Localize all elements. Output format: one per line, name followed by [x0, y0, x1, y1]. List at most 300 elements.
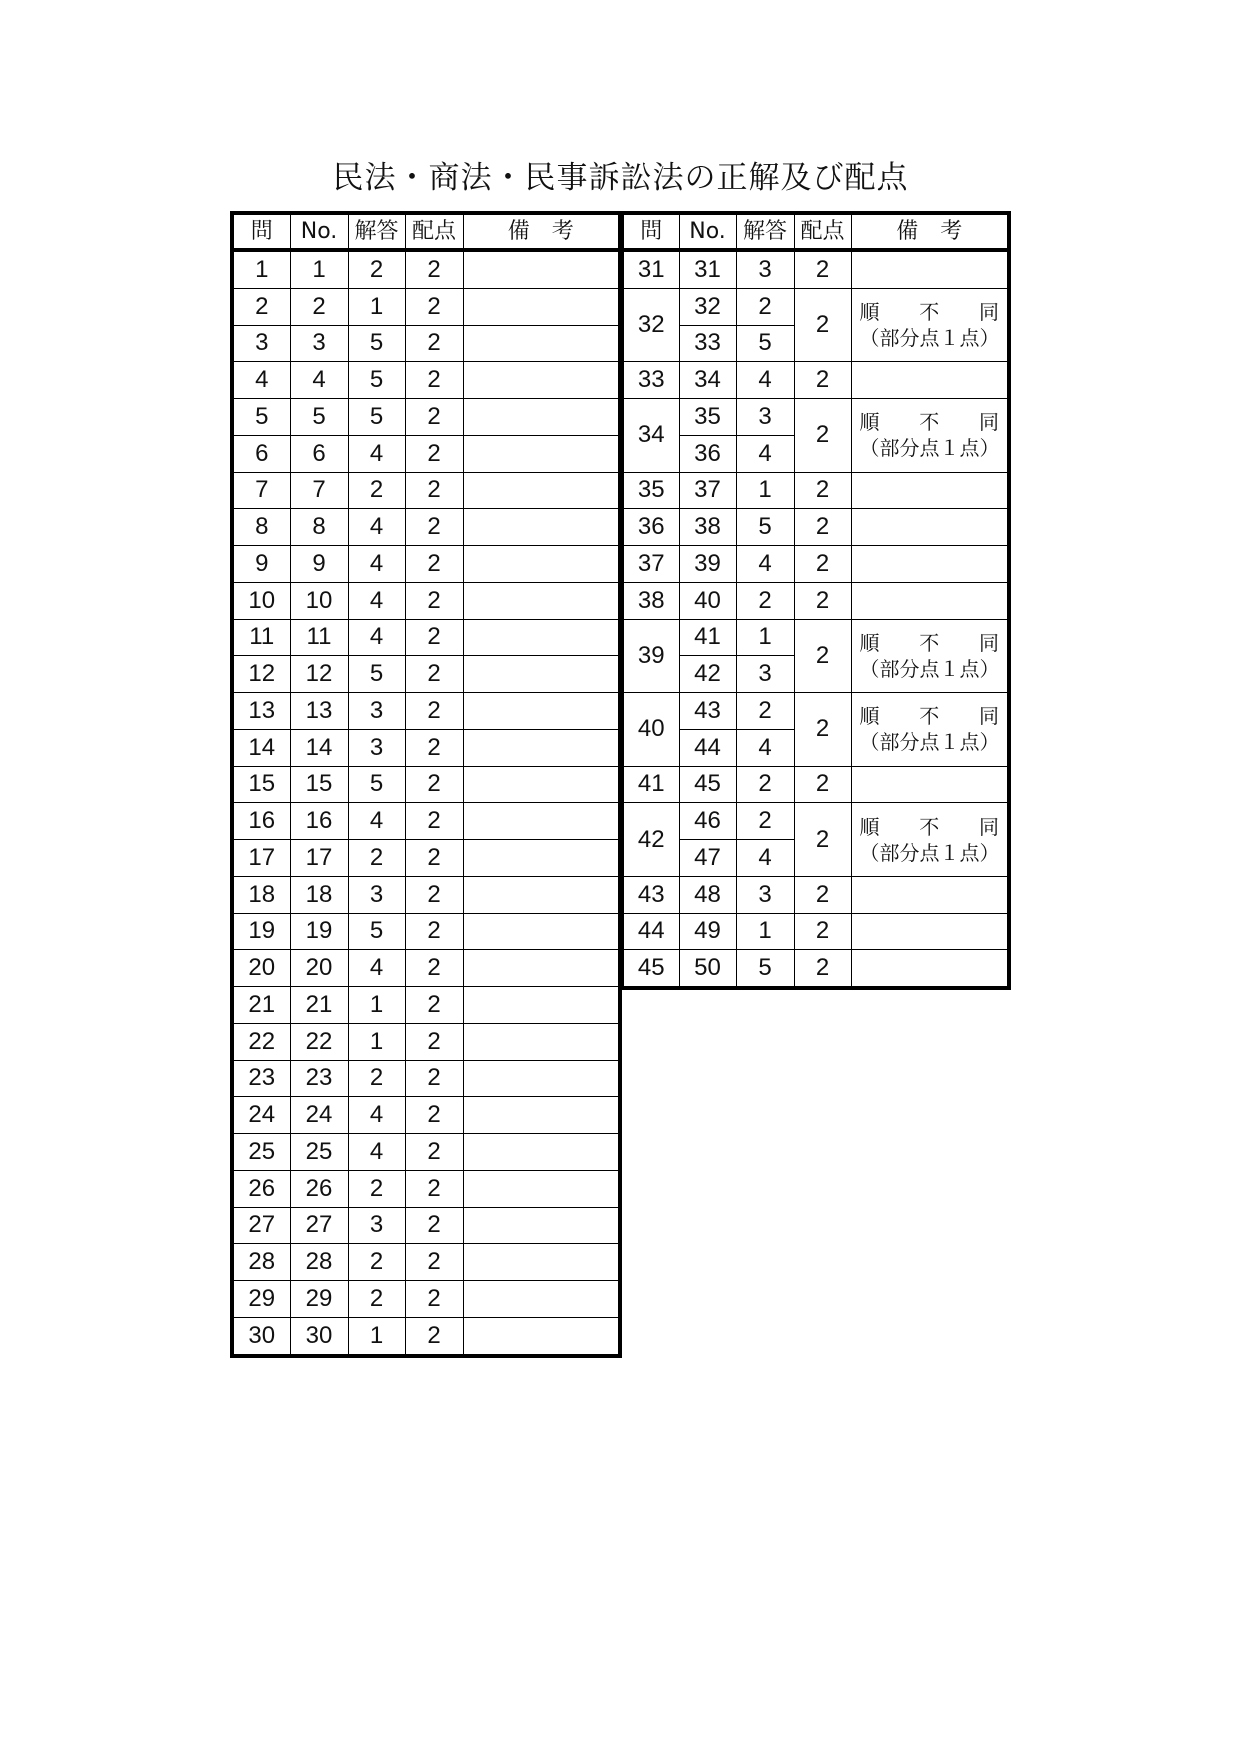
question-cell: 6	[232, 435, 290, 472]
answer-cell: 3	[348, 729, 405, 766]
number-cell: 12	[290, 656, 348, 693]
header-question: 問	[232, 213, 290, 250]
table-row	[622, 876, 1009, 913]
number-cell: 31	[679, 250, 736, 288]
number-cell: 41	[679, 619, 736, 656]
number-cell: 46	[679, 803, 736, 840]
note-char: 不	[919, 630, 940, 655]
table-row	[232, 1281, 620, 1318]
points-cell: 2	[794, 766, 851, 803]
answer-cell: 5	[348, 656, 405, 693]
question-cell: 40	[622, 693, 679, 767]
points-cell: 2	[405, 729, 463, 766]
header-points: 配点	[405, 213, 463, 250]
number-cell: 33	[679, 325, 736, 362]
header-points: 配点	[794, 213, 851, 250]
question-cell: 8	[232, 509, 290, 546]
note-char: 同	[979, 630, 999, 655]
question-cell: 10	[232, 582, 290, 619]
remarks-cell	[463, 803, 620, 840]
answer-cell: 2	[348, 1244, 405, 1281]
note-order-free	[860, 703, 1000, 729]
remarks-cell	[463, 546, 620, 583]
answer-cell: 4	[348, 619, 405, 656]
remarks-cell	[463, 840, 620, 877]
question-cell: 31	[622, 250, 679, 288]
answer-cell: 5	[348, 325, 405, 362]
note-char: 同	[979, 704, 999, 729]
remarks-cell	[463, 472, 620, 509]
table-row	[622, 399, 1009, 436]
number-cell: 23	[290, 1060, 348, 1097]
number-cell: 5	[290, 399, 348, 436]
points-cell: 2	[405, 1134, 463, 1171]
table-row	[622, 250, 1009, 288]
points-cell: 2	[794, 582, 851, 619]
table-row	[232, 840, 620, 877]
number-cell: 44	[679, 729, 736, 766]
points-cell: 2	[794, 913, 851, 950]
answer-table-right	[620, 211, 1011, 990]
points-cell: 2	[405, 693, 463, 730]
header-no: No.	[290, 213, 348, 250]
note-char: 不	[919, 300, 940, 324]
question-cell: 44	[622, 913, 679, 950]
number-cell: 49	[679, 913, 736, 950]
number-cell: 26	[290, 1170, 348, 1207]
note-order-free	[860, 299, 1000, 325]
answer-cell: 1	[348, 1023, 405, 1060]
header-answer: 解答	[736, 213, 794, 250]
points-cell: 2	[405, 619, 463, 656]
table-row	[232, 987, 620, 1024]
points-cell: 2	[794, 362, 851, 399]
table-row	[232, 766, 620, 803]
note-char: 不	[919, 704, 940, 729]
answer-cell: 5	[348, 766, 405, 803]
question-cell: 35	[622, 472, 679, 509]
points-cell: 2	[794, 250, 851, 288]
question-cell: 36	[622, 509, 679, 546]
note-char: 不	[919, 814, 940, 839]
answer-cell: 4	[736, 840, 794, 877]
remarks-cell	[463, 656, 620, 693]
points-cell: 2	[794, 619, 851, 693]
table-row	[232, 509, 620, 546]
points-cell: 2	[405, 288, 463, 325]
table-row	[232, 362, 620, 399]
question-cell: 28	[232, 1244, 290, 1281]
number-cell: 14	[290, 729, 348, 766]
answer-cell: 2	[348, 250, 405, 288]
remarks-cell	[463, 509, 620, 546]
number-cell: 8	[290, 509, 348, 546]
points-cell: 2	[405, 435, 463, 472]
remarks-cell	[851, 472, 1009, 509]
question-cell: 25	[232, 1134, 290, 1171]
remarks-cell	[463, 582, 620, 619]
number-cell: 50	[679, 950, 736, 988]
header-row	[622, 213, 1009, 250]
answer-cell: 5	[736, 950, 794, 988]
table-row	[232, 288, 620, 325]
answer-cell: 3	[736, 876, 794, 913]
points-cell: 2	[405, 1023, 463, 1060]
number-cell: 3	[290, 325, 348, 362]
note-partial-credit: （部分点１点）	[859, 326, 1000, 350]
remarks-cell	[851, 803, 1009, 877]
number-cell: 27	[290, 1207, 348, 1244]
question-cell: 9	[232, 546, 290, 583]
points-cell: 2	[405, 582, 463, 619]
table-row	[622, 913, 1009, 950]
points-cell: 2	[405, 656, 463, 693]
answer-cell: 4	[736, 546, 794, 583]
answer-cell: 2	[736, 693, 794, 730]
question-cell: 29	[232, 1281, 290, 1318]
remarks-cell	[463, 1244, 620, 1281]
question-cell: 2	[232, 288, 290, 325]
points-cell: 2	[794, 472, 851, 509]
points-cell: 2	[405, 803, 463, 840]
answer-cell: 2	[348, 1170, 405, 1207]
number-cell: 29	[290, 1281, 348, 1318]
note-char: 順	[859, 704, 880, 729]
number-cell: 45	[679, 766, 736, 803]
table-row	[232, 913, 620, 950]
table-row	[232, 950, 620, 987]
answer-cell: 5	[736, 325, 794, 362]
question-cell: 34	[622, 399, 679, 473]
question-cell: 26	[232, 1170, 290, 1207]
points-cell: 2	[405, 766, 463, 803]
table-row	[232, 1207, 620, 1244]
table-row	[622, 362, 1009, 399]
number-cell: 7	[290, 472, 348, 509]
points-cell: 2	[405, 546, 463, 583]
answer-cell: 3	[348, 876, 405, 913]
table-row	[232, 1170, 620, 1207]
table-row	[622, 582, 1009, 619]
answer-cell: 1	[736, 619, 794, 656]
note-char: 同	[979, 814, 999, 839]
points-cell: 2	[794, 399, 851, 473]
number-cell: 35	[679, 399, 736, 436]
number-cell: 15	[290, 766, 348, 803]
remarks-cell	[851, 250, 1009, 288]
number-cell: 36	[679, 435, 736, 472]
number-cell: 25	[290, 1134, 348, 1171]
note-char: 不	[919, 410, 940, 435]
answer-cell: 2	[348, 472, 405, 509]
remarks-cell	[463, 1170, 620, 1207]
answer-cell: 2	[736, 582, 794, 619]
note-partial-credit: （部分点１点）	[859, 840, 1000, 865]
number-cell: 32	[679, 288, 736, 325]
table-row	[622, 619, 1009, 656]
table-row	[622, 472, 1009, 509]
question-cell: 27	[232, 1207, 290, 1244]
remarks-cell	[463, 288, 620, 325]
question-cell: 13	[232, 693, 290, 730]
answer-cell: 2	[736, 766, 794, 803]
answer-cell: 2	[348, 1281, 405, 1318]
remarks-cell	[851, 876, 1009, 913]
number-cell: 38	[679, 509, 736, 546]
question-cell: 18	[232, 876, 290, 913]
answer-cell: 3	[736, 399, 794, 436]
note-order-free	[860, 814, 1000, 840]
note-order-free	[860, 409, 1000, 435]
points-cell: 2	[794, 546, 851, 583]
question-cell: 21	[232, 987, 290, 1024]
answer-cell: 5	[348, 362, 405, 399]
table-row	[232, 803, 620, 840]
points-cell: 2	[405, 325, 463, 362]
question-cell: 17	[232, 840, 290, 877]
table-row	[622, 693, 1009, 730]
points-cell: 2	[405, 1207, 463, 1244]
table-row	[622, 803, 1009, 840]
header-question: 問	[622, 213, 679, 250]
number-cell: 6	[290, 435, 348, 472]
points-cell: 2	[405, 950, 463, 987]
answer-cell: 5	[348, 399, 405, 436]
question-cell: 43	[622, 876, 679, 913]
number-cell: 22	[290, 1023, 348, 1060]
answer-cell: 3	[348, 693, 405, 730]
note-char: 順	[859, 630, 880, 655]
number-cell: 28	[290, 1244, 348, 1281]
remarks-cell	[463, 693, 620, 730]
points-cell: 2	[405, 362, 463, 399]
number-cell: 18	[290, 876, 348, 913]
number-cell: 13	[290, 693, 348, 730]
remarks-cell	[463, 435, 620, 472]
answer-cell: 4	[348, 582, 405, 619]
question-cell: 37	[622, 546, 679, 583]
remarks-cell	[463, 362, 620, 399]
answer-cell: 1	[736, 913, 794, 950]
table-row	[232, 325, 620, 362]
points-cell: 2	[794, 693, 851, 767]
question-cell: 12	[232, 656, 290, 693]
table-row	[232, 435, 620, 472]
number-cell: 30	[290, 1317, 348, 1355]
number-cell: 34	[679, 362, 736, 399]
question-cell: 16	[232, 803, 290, 840]
table-row	[232, 582, 620, 619]
answer-cell: 1	[348, 1317, 405, 1355]
points-cell: 2	[405, 987, 463, 1024]
remarks-cell	[851, 913, 1009, 950]
table-row	[232, 1244, 620, 1281]
number-cell: 17	[290, 840, 348, 877]
answer-cell: 4	[348, 1134, 405, 1171]
remarks-cell	[463, 987, 620, 1024]
question-cell: 20	[232, 950, 290, 987]
header-row	[232, 213, 620, 250]
note-char: 順	[859, 300, 880, 324]
points-cell: 2	[405, 1317, 463, 1355]
answer-cell: 4	[348, 950, 405, 987]
question-cell: 11	[232, 619, 290, 656]
points-cell: 2	[794, 950, 851, 988]
points-cell: 2	[794, 803, 851, 877]
question-cell: 4	[232, 362, 290, 399]
question-cell: 39	[622, 619, 679, 693]
remarks-cell	[851, 950, 1009, 988]
remarks-cell	[463, 1207, 620, 1244]
answer-cell: 2	[348, 1060, 405, 1097]
question-cell: 5	[232, 399, 290, 436]
number-cell: 19	[290, 913, 348, 950]
note-partial-credit: （部分点１点）	[859, 436, 1000, 461]
points-cell: 2	[794, 288, 851, 362]
note-char: 順	[859, 814, 880, 839]
answer-cell: 4	[736, 435, 794, 472]
number-cell: 1	[290, 250, 348, 288]
number-cell: 39	[679, 546, 736, 583]
points-cell: 2	[405, 1281, 463, 1318]
remarks-cell	[463, 1023, 620, 1060]
answer-cell: 4	[348, 509, 405, 546]
question-cell: 7	[232, 472, 290, 509]
question-cell: 32	[622, 288, 679, 362]
table-row	[232, 1097, 620, 1134]
remarks-cell	[463, 1134, 620, 1171]
answer-cell: 2	[736, 288, 794, 325]
question-cell: 1	[232, 250, 290, 288]
table-row	[232, 729, 620, 766]
points-cell: 2	[405, 1244, 463, 1281]
remarks-cell	[851, 693, 1009, 767]
number-cell: 24	[290, 1097, 348, 1134]
question-cell: 30	[232, 1317, 290, 1355]
table-row	[622, 509, 1009, 546]
question-cell: 42	[622, 803, 679, 877]
answer-cell: 1	[348, 288, 405, 325]
question-cell: 15	[232, 766, 290, 803]
answer-cell: 5	[348, 913, 405, 950]
remarks-cell	[851, 288, 1009, 362]
header-remarks: 備 考	[463, 213, 620, 250]
remarks-cell	[463, 250, 620, 288]
number-cell: 4	[290, 362, 348, 399]
remarks-cell	[851, 546, 1009, 583]
answer-cell: 3	[736, 250, 794, 288]
remarks-cell	[851, 362, 1009, 399]
answer-cell: 4	[348, 546, 405, 583]
answer-cell: 4	[348, 803, 405, 840]
note-partial-credit: （部分点１点）	[859, 656, 1000, 681]
table-row	[622, 766, 1009, 803]
answer-cell: 1	[736, 472, 794, 509]
points-cell: 2	[405, 913, 463, 950]
number-cell: 40	[679, 582, 736, 619]
table-row	[232, 250, 620, 288]
question-cell: 3	[232, 325, 290, 362]
remarks-cell	[463, 325, 620, 362]
answer-cell: 2	[736, 803, 794, 840]
remarks-cell	[851, 619, 1009, 693]
table-row	[622, 546, 1009, 583]
header-remarks: 備 考	[851, 213, 1009, 250]
note-char: 同	[979, 300, 999, 324]
answer-cell: 1	[348, 987, 405, 1024]
remarks-cell	[851, 582, 1009, 619]
answer-cell: 4	[736, 729, 794, 766]
table-row	[232, 656, 620, 693]
question-cell: 33	[622, 362, 679, 399]
note-char: 同	[979, 410, 999, 435]
remarks-cell	[463, 766, 620, 803]
remarks-cell	[851, 509, 1009, 546]
note-char: 順	[859, 410, 880, 435]
number-cell: 47	[679, 840, 736, 877]
answer-table-left	[230, 211, 622, 1358]
number-cell: 48	[679, 876, 736, 913]
number-cell: 43	[679, 693, 736, 730]
remarks-cell	[463, 399, 620, 436]
question-cell: 23	[232, 1060, 290, 1097]
number-cell: 10	[290, 582, 348, 619]
points-cell: 2	[405, 1097, 463, 1134]
remarks-cell	[851, 766, 1009, 803]
number-cell: 37	[679, 472, 736, 509]
answer-cell: 3	[348, 1207, 405, 1244]
question-cell: 24	[232, 1097, 290, 1134]
page-title: 民法・商法・民事訴訟法の正解及び配点	[332, 160, 909, 196]
table-row	[232, 546, 620, 583]
question-cell: 19	[232, 913, 290, 950]
remarks-cell	[463, 1060, 620, 1097]
question-cell: 22	[232, 1023, 290, 1060]
question-cell: 45	[622, 950, 679, 988]
answer-cell: 4	[736, 362, 794, 399]
table-row	[232, 1023, 620, 1060]
header-no: No.	[679, 213, 736, 250]
table-row	[232, 876, 620, 913]
table-row	[232, 1317, 620, 1355]
remarks-cell	[463, 1097, 620, 1134]
remarks-cell	[463, 619, 620, 656]
number-cell: 42	[679, 656, 736, 693]
remarks-cell	[463, 1281, 620, 1318]
table-row	[232, 619, 620, 656]
table-row	[622, 288, 1009, 325]
points-cell: 2	[405, 876, 463, 913]
remarks-cell	[463, 1317, 620, 1355]
number-cell: 9	[290, 546, 348, 583]
question-cell: 41	[622, 766, 679, 803]
question-cell: 38	[622, 582, 679, 619]
answer-cell: 2	[348, 840, 405, 877]
note-order-free	[860, 630, 1000, 656]
note-partial-credit: （部分点１点）	[859, 730, 1000, 755]
points-cell: 2	[405, 1060, 463, 1097]
number-cell: 21	[290, 987, 348, 1024]
table-row	[232, 1134, 620, 1171]
question-cell: 14	[232, 729, 290, 766]
number-cell: 2	[290, 288, 348, 325]
points-cell: 2	[405, 472, 463, 509]
points-cell: 2	[794, 509, 851, 546]
remarks-cell	[463, 876, 620, 913]
table-row	[232, 399, 620, 436]
answer-cell: 4	[348, 435, 405, 472]
points-cell: 2	[405, 509, 463, 546]
